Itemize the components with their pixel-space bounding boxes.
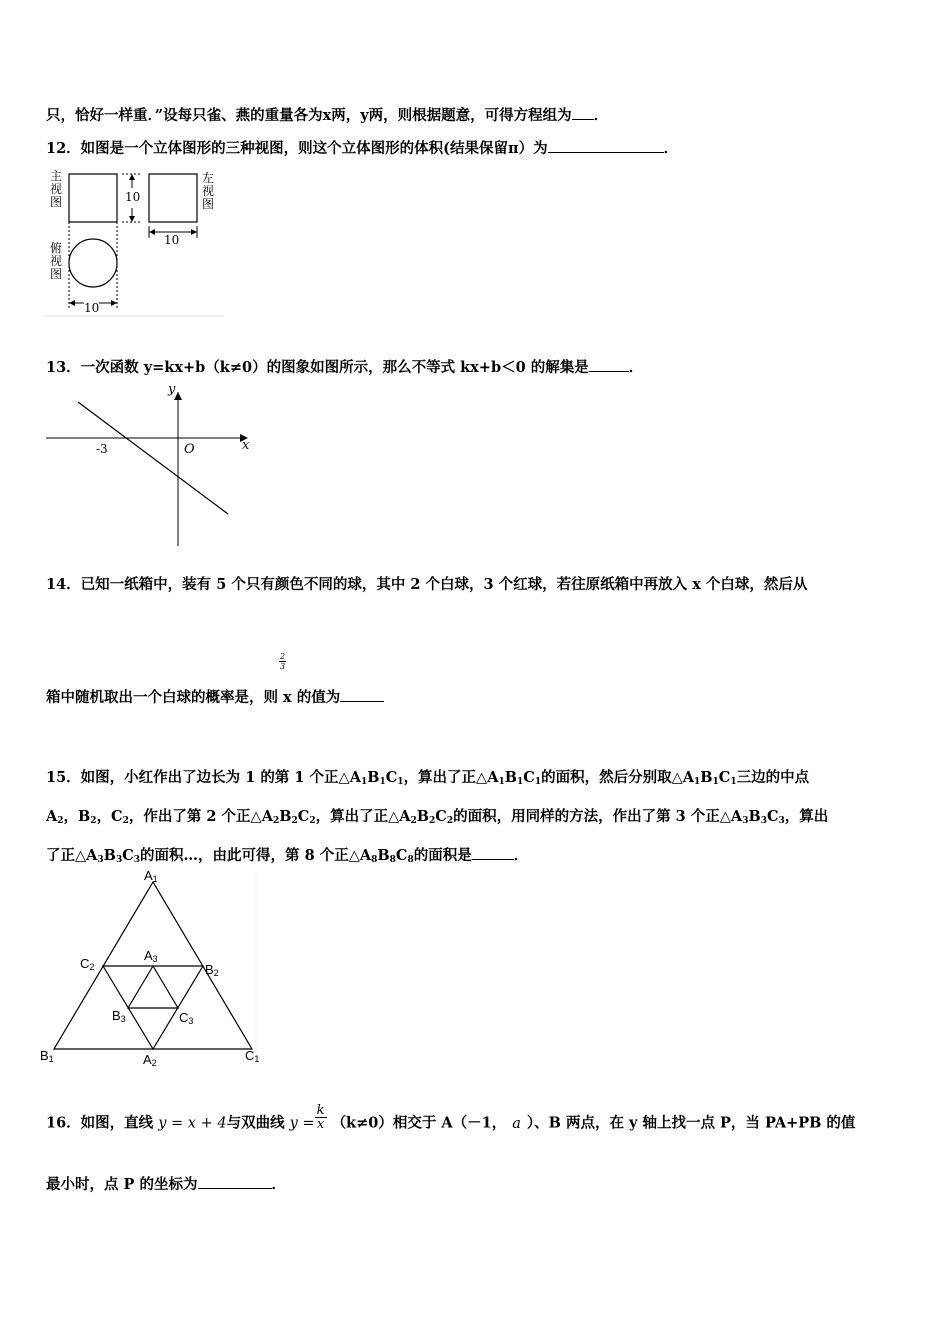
q14-text3: ，则 x 的值为 <box>249 689 341 706</box>
y-axis-label: y <box>168 382 176 397</box>
q11-text: 只，恰好一样重．”设每只雀、燕的重量各为x两，y两，则根据题意，可得方程组为 <box>46 107 572 124</box>
q16-text1: 16．如图，直线 <box>46 1114 154 1132</box>
q15-l1d: 三边的中点 <box>736 769 810 786</box>
q12-question <box>46 137 678 158</box>
q16-text2: 与双曲线 <box>226 1114 285 1132</box>
q16-text5: 最小时，点 P 的坐标为 <box>46 1176 198 1193</box>
dim-vertical-label: 10 <box>125 190 141 204</box>
label-c1: $C_1$ <box>245 1048 260 1064</box>
label-b2: $B_2$ <box>205 962 219 978</box>
arrow-down <box>129 216 135 222</box>
triangles-drawing <box>40 868 270 1070</box>
q15-line1: 15．如图，小红作出了边长为 1 的第 1 个正$\triangle A_1B_1C_1$，算出了正$\triangle A_1B_1C_1$的面积，然后分别取$\triangle A_1B_1C_1$三边的中点 <box>46 769 810 787</box>
q15-l2b: ，B <box>63 808 91 825</box>
q11-end: ． <box>593 107 609 124</box>
q12-text: 12．如图是一个立体图形的三种视图，则这个立体图形的体积(结果保留π）为 <box>46 140 548 157</box>
q16-end: ． <box>271 1176 286 1193</box>
left-view-label: 左视图 <box>202 171 215 211</box>
q14-line2 <box>46 686 384 707</box>
q15-l3b: 的面积…，由此可得，第 8 个正△A <box>140 847 372 864</box>
prob-denominator: 3 <box>280 662 286 671</box>
x-axis-label: x <box>242 438 250 453</box>
dim-left-label: 10 <box>164 233 180 247</box>
left-view-square <box>149 174 197 222</box>
q13-linear-graph <box>44 382 264 550</box>
q15-line2: $A_2$，$B_2$，$C_2$，作出了第 2 个正$\triangle A_2B_2C_2$，算出了正$\triangle A_2B_2C_2$的面积，用同样的方法，作出了第 3 个正$\triangle A_3B_3C_3$，算出 <box>46 808 829 826</box>
label-a3: $A_3$ <box>144 948 158 964</box>
label-b3: $B_3$ <box>112 1008 126 1024</box>
q15-l2a: A <box>46 808 58 825</box>
q15-l2e: ，算出了正△A <box>315 808 411 825</box>
q16-hyperbola-y: y = <box>289 1115 315 1132</box>
q15-triangle-figure <box>40 868 270 1070</box>
q15-l1c: 的面积，然后分别取△A <box>541 769 694 786</box>
prob-numerator: 2 <box>280 652 286 661</box>
top-view-label: 俯视图 <box>50 241 63 281</box>
q13-answer-blank[interactable] <box>589 359 629 372</box>
q15-l2f: 的面积，用同样的方法，作出了第 3 个正△A <box>453 808 743 825</box>
linear-graph-drawing <box>44 382 264 550</box>
q16-line2 <box>46 1173 286 1194</box>
hyper-numerator: k <box>316 1103 325 1118</box>
label-a1: $A_1$ <box>144 868 158 884</box>
q16-a-variable: a <box>512 1115 521 1132</box>
q13-end: ． <box>628 359 644 376</box>
q15-answer-blank[interactable] <box>472 847 514 860</box>
q15-l2c: ，C <box>96 808 123 825</box>
intercept-label: -3 <box>96 442 108 456</box>
arrow-up <box>129 174 135 180</box>
q15-line3: 了正$\triangle A_3B_3C_3$的面积…，由此可得，第 8 个正$\triangle A_8B_8C_8$的面积是 ． <box>46 847 529 865</box>
q15-l2d: ，作出了第 2 个正△A <box>128 808 273 825</box>
q15-l2g: ，算出 <box>784 808 829 825</box>
origin-label: O <box>184 442 195 457</box>
q16-line-equation: y = x + 4 <box>158 1115 227 1132</box>
q12-end: ． <box>663 140 679 157</box>
label-b1: $B_1$ <box>40 1048 54 1064</box>
q14-answer-blank[interactable] <box>340 689 384 702</box>
function-line <box>78 402 228 514</box>
q15-l1a: 15．如图，小红作出了边长为 1 的第 1 个正△A <box>46 769 361 786</box>
arrow-right-b <box>111 300 117 306</box>
arrow-right-a <box>191 229 197 235</box>
q15-l3c: 的面积是 <box>413 847 472 864</box>
triangle-a3b3c3 <box>128 966 178 1008</box>
q13-question <box>46 356 643 377</box>
q16-hyperbola-fraction <box>315 1104 327 1131</box>
arrow-left-a <box>149 229 155 235</box>
q12-three-view-figure <box>44 168 224 318</box>
hyper-denominator: x <box>316 1117 325 1132</box>
q14-text1: 14．已知一纸箱中，装有 5 个只有颜色不同的球，其中 2 个白球，3 个红球，若往原纸箱中再放入 x 个白球，然后从 <box>46 576 808 593</box>
q14-line1 <box>46 573 807 594</box>
q14-text2: 箱中随机取出一个白球的概率是 <box>46 689 249 706</box>
dim-top-label: 10 <box>84 301 100 315</box>
q16-answer-blank[interactable] <box>198 1176 272 1189</box>
label-a2: $A_2$ <box>143 1052 157 1068</box>
q16-text3: （k≠0）相交于 A（－1， <box>331 1114 507 1132</box>
q11-answer-blank[interactable] <box>572 107 594 120</box>
front-view-label: 主视图 <box>50 169 63 209</box>
arrow-left-b <box>69 300 75 306</box>
q16-line1 <box>46 1103 856 1137</box>
q15-end: ． <box>513 847 529 864</box>
q16-text4: ）、B 两点，在 y 轴上找一点 P，当 PA+PB 的值 <box>526 1114 856 1132</box>
top-view-circle <box>69 239 117 287</box>
q11-tail-line <box>46 104 608 125</box>
label-c2: $C_2$ <box>80 956 95 972</box>
label-c3: $C_3$ <box>179 1010 194 1026</box>
q14-probability-fraction <box>279 652 286 671</box>
q15-l1b: ，算出了正△A <box>403 769 499 786</box>
q15-l3a: 了正△A <box>46 847 98 864</box>
q13-text: 13．一次函数 y=kx+b（k≠0）的图象如图所示，那么不等式 kx+b＜0 的解集是 <box>46 359 589 376</box>
q12-answer-blank[interactable] <box>548 140 664 153</box>
front-view-square <box>69 174 117 222</box>
